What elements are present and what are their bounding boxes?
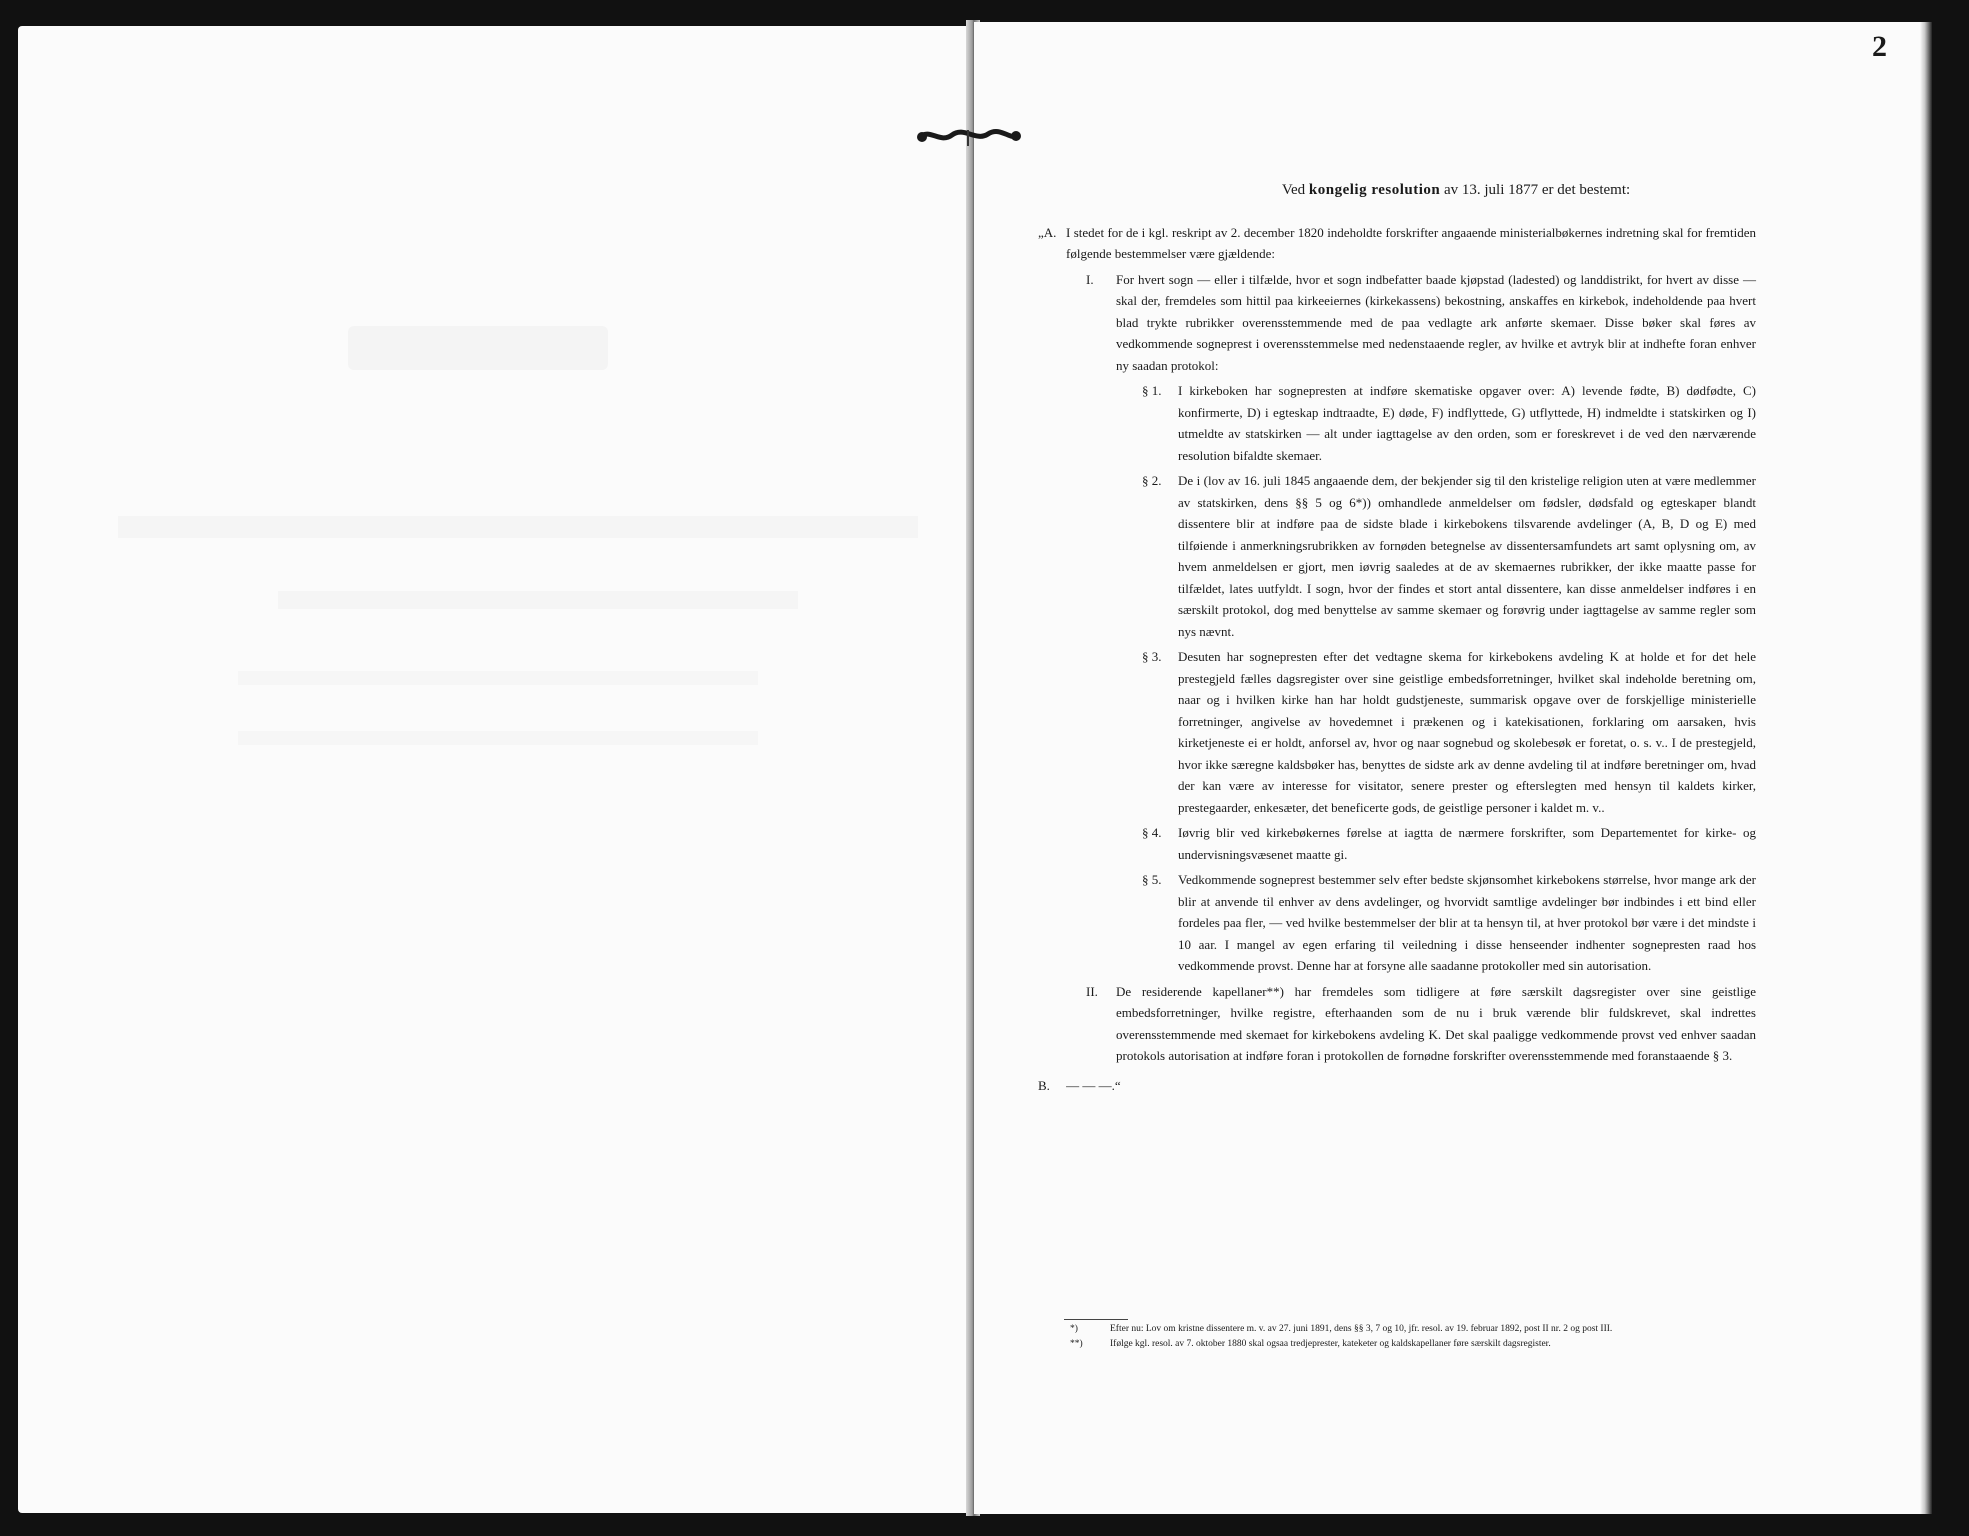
item-2-text: De residerende kapellaner**) har fremdeles som tidligere at føre særskilt dagsregister over sine geistlige embedsforretninger, hvilke registre, efterhaanden som de nu i bruk værende blir fuldskrevet, skal indrettes overensstemmende med skemaet for kirkebokens avdeling K. Det skal paaligge vedkommende provst ved enhver saadan protokols autorisation at indføre foran i protokollen de fornødne forskrifter overensstemmende med foranstaaende § 3. xyxy=(1116,983,1756,1063)
heading-prefix: Ved xyxy=(1281,182,1306,198)
section-b-label: B. xyxy=(1038,1077,1050,1093)
section-a-label: „A. xyxy=(1038,224,1057,240)
paragraph-5-text: Vedkommende sogneprest bestemmer selv efter bedste skjønsomhet kirkebokens størrelse, hvor mange ark der blir at anvende til enhver av dens avdelinger, og hvorvidt samtlige avdelinger bør indbindes i ett bind eller fordeles paa fler, — ved hvilke bestemmelser der blir at ta hensyn til, at hver protokol bør være i det mindste i 10 aar. I mangel av egen erfaring til veiledning i disse henseender indhenter sognepresten raad hos vedkommende provst. Denne har at forsyne alle saadanne protokoller med sin autorisation. xyxy=(1178,872,1756,973)
paragraph-3-text: Desuten har sognepresten efter det vedtagne skema for kirkebokens avdeling K at holde et for det hele prestegjeld fælles dagsregister over sine geistlige embedsforretninger, hvilket skal indeholde beretning om, naar og i hvilken kirke han har holdt gudstjeneste, summarisk opgave over de forskjellige ministerielle forretninger, angivelse av hovedemnet i prækenen og i katekisationen, forklaring om aarsaken, hvis kirketjeneste ei er holdt, anforsel av, hvor og naar sognebud og skolebesøk er foretat, o. s. v.. I de prestegjeld, hvor ikke særegne kaldsbøker has, benyttes de sidste ark av denne avdeling til at indføre beretninger om, hvad der kan være av interesse for visitator, senere prester og efterslegten med hensyn til kaldets kirker, prestegaarder, enkesæter, det beneficerte gods, de geistlige personer i kaldet m. v.. xyxy=(1178,649,1756,815)
resolution-text xyxy=(1038,180,1756,1096)
paragraph-1-label: § 1. xyxy=(1142,383,1162,398)
footnote-2 xyxy=(1070,1338,1760,1351)
section-a xyxy=(1038,222,1756,265)
footnote-1 xyxy=(1070,1323,1760,1336)
heading-suffix: av 13. juli 1877 er det bestemt: xyxy=(1443,182,1631,198)
page-edge-shadow xyxy=(1920,22,1932,1514)
paragraph-4 xyxy=(1142,822,1756,865)
footnote-rule xyxy=(1064,1319,1128,1320)
paragraph-1 xyxy=(1142,380,1756,466)
left-page-bleed-through-line xyxy=(278,591,798,609)
footnote-2-text: Ifølge kgl. resol. av 7. oktober 1880 skal ogsaa tredjeprester, kateketer og kaldskapellaner føre særskilt dagsregister. xyxy=(1110,1339,1551,1349)
left-page xyxy=(18,26,970,1513)
binding-thread-icon xyxy=(916,126,1022,148)
item-2-label: II. xyxy=(1086,983,1098,999)
page-heading xyxy=(1156,180,1756,202)
page-number: 2 xyxy=(1872,30,1887,63)
left-page-bleed-through-line xyxy=(238,671,758,685)
paragraph-2-label: § 2. xyxy=(1142,473,1162,488)
item-1-text: For hvert sogn — eller i tilfælde, hvor et sogn indbefatter baade kjøpstad (ladested) og landdistrikt, for hvert av disse — skal der, fremdeles som hittil paa kirkeeiernes (kirkekassens) bekostning, anskaffes en kirkebok, indeholdende paa hvert blad trykte rubrikker overensstemmende med de paa vedlagte ark anførte skemaer. Disse bøker skal føres av vedkommende sogneprest i overensstemmelse med nedenstaaende regler, av hvilke et avtryk blir at indhefte foran enhver ny saadan protokol: xyxy=(1116,271,1756,373)
paragraph-5-label: § 5. xyxy=(1142,872,1162,887)
footnotes xyxy=(1070,1323,1760,1353)
item-1-label: I. xyxy=(1086,271,1094,287)
section-a-text: I stedet for de i kgl. reskript av 2. december 1820 indeholdte forskrifter angaaende ministerialbøkernes indretning skal for fremtiden følgende bestemmelser være gjældende: xyxy=(1066,224,1756,261)
left-page-bleed-through-line xyxy=(238,731,758,745)
footnote-1-text: Efter nu: Lov om kristne dissentere m. v. av 27. juni 1891, dens §§ 3, 7 og 10, jfr. resol. av 19. februar 1892, post II nr. 2 og post III. xyxy=(1110,1324,1613,1334)
section-b-text: — — —.“ xyxy=(1066,1077,1121,1093)
item-1 xyxy=(1086,269,1756,377)
paragraph-4-label: § 4. xyxy=(1142,825,1162,840)
paragraph-3-label: § 3. xyxy=(1142,649,1162,664)
paragraph-2-text: De i (lov av 16. juli 1845 angaaende dem, der bekjender sig til den kristelige religion uten at være medlemmer av statskirken, dens §§ 5 og 6*)) omhandlede anmeldelser om fødsler, dødsfald og egteskaper blandt dissentere blir at indføre paa de sidste blade i kirkebokens tilsvarende avdelinger (A, B, D og E) med tilføiende i anmerkningsrubrikken av fornøden betegnelse av dissentersamfundets art samt oplysning om, av hvem anmeldelsen er gjort, men iøvrig saaledes at de av skemaernes rubrikker, der ikke maatte passe for tilfældet, lates uutfyldt. I sogn, hvor der findes et stort antal dissentere, kan disse anmeldelser indføres i en særskilt protokol, dog med benyttelse av samme skemaer og forøvrig under iagttagelse av samme regler som nys nævnt. xyxy=(1178,473,1756,639)
footnote-1-marker: *) xyxy=(1070,1324,1078,1334)
item-2 xyxy=(1086,981,1756,1067)
paragraph-1-text: I kirkeboken har sognepresten at indføre skematiske opgaver over: A) levende fødte, B) dødfødte, C) konfirmerte, D) i egteskap indtraadte, E) døde, F) indflyttede, G) utflyttede, H) indmeldte i statskirken og I) utmeldte av statskirken — alt under iagttagelse av den orden, som er foreskrevet i de ved den nærværende resolution bifaldte skemaer. xyxy=(1178,383,1756,463)
heading-bold: kongelig resolution xyxy=(1308,182,1441,198)
footnote-2-marker: **) xyxy=(1070,1339,1083,1349)
paragraph-4-text: Iøvrig blir ved kirkebøkernes førelse at iagtta de nærmere forskrifter, som Departementet for kirke- og undervisningsvæsenet maatte gi. xyxy=(1178,825,1756,862)
left-page-bleed-through-line xyxy=(118,516,918,538)
left-page-bleed-through xyxy=(348,326,608,370)
paragraph-5 xyxy=(1142,869,1756,977)
section-b xyxy=(1038,1075,1756,1097)
paragraph-3 xyxy=(1142,646,1756,818)
paragraph-2 xyxy=(1142,470,1756,642)
